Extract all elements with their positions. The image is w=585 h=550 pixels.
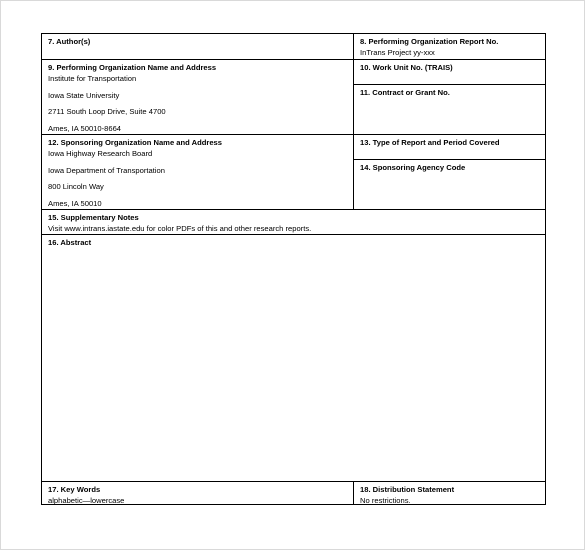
contract-label: 11. Contract or Grant No.: [360, 88, 450, 97]
distribution-value: No restrictions.: [360, 496, 411, 505]
sponsoring-org-line-2: Iowa Department of Transportation: [48, 165, 165, 175]
performing-org-line-1: Institute for Transportation: [48, 74, 137, 83]
sponsoring-org-line-3: 800 Lincoln Way: [48, 182, 104, 191]
technical-report-form: [41, 33, 546, 505]
performing-org-line-2: Iowa State University: [48, 90, 120, 100]
supplementary-notes-value: Visit www.intrans.iastate.edu for color PDFs of this and other research reports.: [48, 224, 312, 233]
work-unit-cell: [353, 59, 546, 84]
distribution-cell: [353, 481, 546, 505]
sponsoring-org-cell: [42, 134, 353, 209]
agency-code-label: 14. Sponsoring Agency Code: [360, 163, 466, 172]
performing-report-cell: [353, 34, 546, 59]
key-words-cell: [42, 481, 353, 505]
performing-report-label: 8. Performing Organization Report No.: [360, 37, 499, 46]
work-unit-label: 10. Work Unit No. (TRAIS): [360, 63, 453, 72]
report-type-label: 13. Type of Report and Period Covered: [360, 138, 500, 147]
agency-code-cell: [353, 159, 546, 209]
performing-org-cell: [42, 59, 353, 134]
performing-org-line-4: Ames, IA 50010-8664: [48, 123, 122, 133]
sponsoring-org-label: 12. Sponsoring Organization Name and Address: [48, 138, 222, 147]
sponsoring-org-line-4: Ames, IA 50010: [48, 198, 102, 208]
abstract-label: 16. Abstract: [48, 238, 92, 247]
performing-org-line-3: 2711 South Loop Drive, Suite 4700: [48, 107, 166, 116]
key-words-label: 17. Key Words: [48, 485, 101, 494]
supplementary-notes-label: 15. Supplementary Notes: [48, 213, 139, 222]
performing-org-label: 9. Performing Organization Name and Address: [48, 63, 217, 72]
key-words-value: alphabetic—lowercase: [48, 496, 125, 505]
distribution-label: 18. Distribution Statement: [360, 485, 455, 494]
authors-label: 7. Author(s): [48, 37, 91, 46]
authors-cell: [42, 34, 353, 59]
supplementary-notes-cell: [42, 209, 546, 234]
abstract-cell: [42, 234, 546, 481]
performing-report-value: InTrans Project yy-xxx: [360, 48, 435, 57]
sponsoring-org-line-1: Iowa Highway Research Board: [48, 149, 153, 158]
contract-cell: [353, 84, 546, 134]
report-type-cell: [353, 134, 546, 159]
